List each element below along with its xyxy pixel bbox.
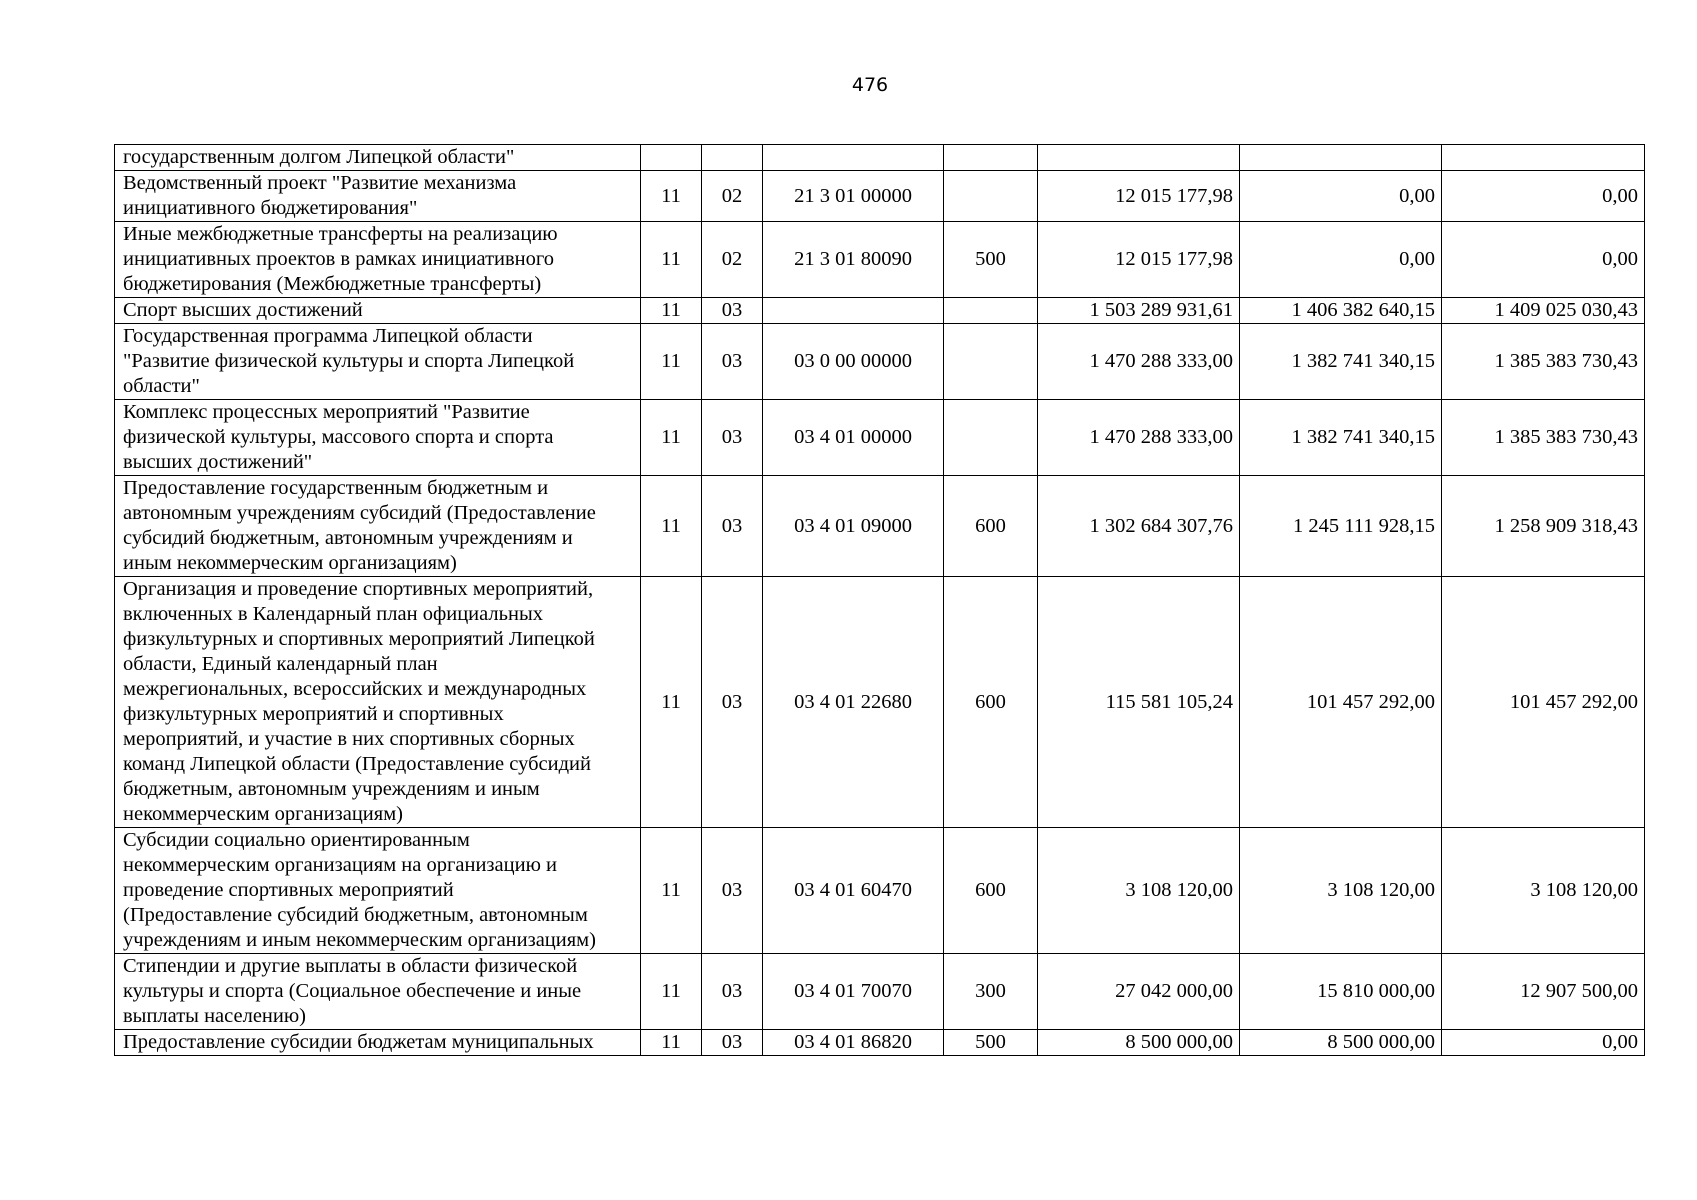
expense-type-cell: 300 [944,954,1038,1030]
row-name-line: Субсидии социально ориентированным [123,829,470,851]
row-name-line: субсидий бюджетным, автономным учреждениям и [123,527,573,549]
amount-year3-cell: 1 409 025 030,43 [1442,298,1645,324]
row-name-line: Предоставление государственным бюджетным и [123,477,549,499]
amount-year1-cell: 8 500 000,00 [1038,1030,1240,1056]
row-name-line: проведение спортивных мероприятий [123,879,454,901]
table-row [115,171,1645,222]
table-row [115,145,1645,171]
row-name-line: бюджетирования (Межбюджетные трансферты) [123,273,542,295]
amount-year2-cell: 1 382 741 340,15 [1240,324,1442,400]
amount-year1-cell: 1 503 289 931,61 [1038,298,1240,324]
table-row [115,222,1645,298]
expense-type-cell: 500 [944,1030,1038,1056]
amount-year1-cell: 1 302 684 307,76 [1038,476,1240,577]
row-name-line: физкультурных и спортивных мероприятий Липецкой [123,628,595,650]
subsection-code-cell: 03 [702,954,763,1030]
expense-type-cell: 600 [944,577,1038,828]
amount-year3-cell: 0,00 [1442,222,1645,298]
section-code-cell [641,145,702,171]
amount-year2-cell: 1 245 111 928,15 [1240,476,1442,577]
amount-year3-cell [1442,145,1645,171]
subsection-code-cell: 03 [702,476,763,577]
row-name-cell [115,577,641,828]
target-article-cell [763,145,944,171]
section-code-cell: 11 [641,222,702,298]
expense-type-cell [944,400,1038,476]
amount-year2-cell: 8 500 000,00 [1240,1030,1442,1056]
row-name-line: физической культуры, массового спорта и спорта [123,426,554,448]
row-name-cell [115,400,641,476]
amount-year2-cell: 3 108 120,00 [1240,828,1442,954]
amount-year3-cell: 1 258 909 318,43 [1442,476,1645,577]
row-name-line: культуры и спорта (Социальное обеспечение и иные [123,980,582,1002]
row-name-line: некоммерческим организациям на организацию и [123,854,557,876]
amount-year3-cell: 101 457 292,00 [1442,577,1645,828]
row-name-cell [115,145,641,171]
subsection-code-cell: 03 [702,1030,763,1056]
table-row [115,298,1645,324]
target-article-cell: 03 4 01 09000 [763,476,944,577]
target-article-cell: 03 4 01 70070 [763,954,944,1030]
expense-type-cell [944,298,1038,324]
amount-year3-cell: 3 108 120,00 [1442,828,1645,954]
amount-year1-cell: 12 015 177,98 [1038,171,1240,222]
row-name-line: высших достижений" [123,451,313,473]
section-code-cell: 11 [641,1030,702,1056]
amount-year1-cell: 27 042 000,00 [1038,954,1240,1030]
amount-year1-cell: 1 470 288 333,00 [1038,400,1240,476]
subsection-code-cell: 03 [702,577,763,828]
row-name-line: Стипендии и другие выплаты в области физической [123,955,578,977]
row-name-line: некоммерческим организациям) [123,803,403,825]
row-name-line: иным некоммерческим организациям) [123,552,457,574]
budget-table [114,144,1645,1056]
row-name-line: учреждениям и иным некоммерческим организациям) [123,929,596,951]
row-name-line: "Развитие физической культуры и спорта Липецкой [123,350,575,372]
row-name-line: Иные межбюджетные трансферты на реализацию [123,223,558,245]
amount-year1-cell: 12 015 177,98 [1038,222,1240,298]
row-name-line: бюджетным, автономным учреждениям и иным [123,778,540,800]
row-name-cell [115,476,641,577]
expense-type-cell: 500 [944,222,1038,298]
target-article-cell: 03 4 01 00000 [763,400,944,476]
amount-year2-cell: 0,00 [1240,171,1442,222]
amount-year2-cell: 1 406 382 640,15 [1240,298,1442,324]
subsection-code-cell: 02 [702,171,763,222]
table-row [115,400,1645,476]
table-row [115,828,1645,954]
row-name-cell [115,324,641,400]
amount-year3-cell: 0,00 [1442,171,1645,222]
row-name-line: автономным учреждениям субсидий (Предоставление [123,502,596,524]
target-article-cell: 21 3 01 00000 [763,171,944,222]
table-row [115,1030,1645,1056]
amount-year1-cell: 3 108 120,00 [1038,828,1240,954]
row-name-line: области" [123,375,200,397]
amount-year2-cell [1240,145,1442,171]
section-code-cell: 11 [641,400,702,476]
section-code-cell: 11 [641,171,702,222]
row-name-line: инициативного бюджетирования" [123,197,418,219]
table-row [115,476,1645,577]
amount-year1-cell: 115 581 105,24 [1038,577,1240,828]
subsection-code-cell: 03 [702,298,763,324]
row-name-line: государственным долгом Липецкой области" [123,146,515,168]
row-name-cell [115,171,641,222]
expense-type-cell: 600 [944,476,1038,577]
amount-year1-cell: 1 470 288 333,00 [1038,324,1240,400]
row-name-cell [115,1030,641,1056]
target-article-cell: 03 0 00 00000 [763,324,944,400]
table-row [115,324,1645,400]
row-name-line: Ведомственный проект "Развитие механизма [123,172,517,194]
row-name-line: физкультурных мероприятий и спортивных [123,703,504,725]
row-name-line: выплаты населению) [123,1005,307,1027]
table-row [115,577,1645,828]
expense-type-cell: 600 [944,828,1038,954]
target-article-cell: 03 4 01 86820 [763,1030,944,1056]
target-article-cell: 21 3 01 80090 [763,222,944,298]
subsection-code-cell: 02 [702,222,763,298]
subsection-code-cell: 03 [702,324,763,400]
section-code-cell: 11 [641,954,702,1030]
row-name-line: инициативных проектов в рамках инициативного [123,248,555,270]
amount-year2-cell: 15 810 000,00 [1240,954,1442,1030]
section-code-cell: 11 [641,476,702,577]
section-code-cell: 11 [641,828,702,954]
budget-table-body [115,145,1645,1056]
amount-year3-cell: 1 385 383 730,43 [1442,324,1645,400]
target-article-cell: 03 4 01 60470 [763,828,944,954]
target-article-cell: 03 4 01 22680 [763,577,944,828]
subsection-code-cell: 03 [702,400,763,476]
section-code-cell: 11 [641,577,702,828]
amount-year2-cell: 101 457 292,00 [1240,577,1442,828]
section-code-cell: 11 [641,298,702,324]
amount-year2-cell: 1 382 741 340,15 [1240,400,1442,476]
row-name-cell [115,954,641,1030]
page-number: 476 [851,74,889,96]
table-row [115,954,1645,1030]
subsection-code-cell [702,145,763,171]
row-name-line: Спорт высших достижений [123,299,363,321]
expense-type-cell [944,145,1038,171]
amount-year1-cell [1038,145,1240,171]
row-name-cell [115,222,641,298]
row-name-line: Комплекс процессных мероприятий "Развитие [123,401,530,423]
row-name-line: мероприятий, и участие в них спортивных сборных [123,728,575,750]
expense-type-cell [944,324,1038,400]
row-name-line: Организация и проведение спортивных мероприятий, [123,578,594,600]
row-name-line: Государственная программа Липецкой области [123,325,533,347]
row-name-line: области, Единый календарный план [123,653,438,675]
row-name-line: включенных в Календарный план официальных [123,603,543,625]
amount-year3-cell: 1 385 383 730,43 [1442,400,1645,476]
amount-year3-cell: 12 907 500,00 [1442,954,1645,1030]
row-name-cell [115,828,641,954]
amount-year3-cell: 0,00 [1442,1030,1645,1056]
row-name-cell [115,298,641,324]
row-name-line: команд Липецкой области (Предоставление субсидий [123,753,591,775]
row-name-line: межрегиональных, всероссийских и международных [123,678,587,700]
row-name-line: Предоставление субсидии бюджетам муниципальных [123,1031,594,1053]
target-article-cell [763,298,944,324]
subsection-code-cell: 03 [702,828,763,954]
section-code-cell: 11 [641,324,702,400]
amount-year2-cell: 0,00 [1240,222,1442,298]
row-name-line: (Предоставление субсидий бюджетным, автономным [123,904,588,926]
expense-type-cell [944,171,1038,222]
